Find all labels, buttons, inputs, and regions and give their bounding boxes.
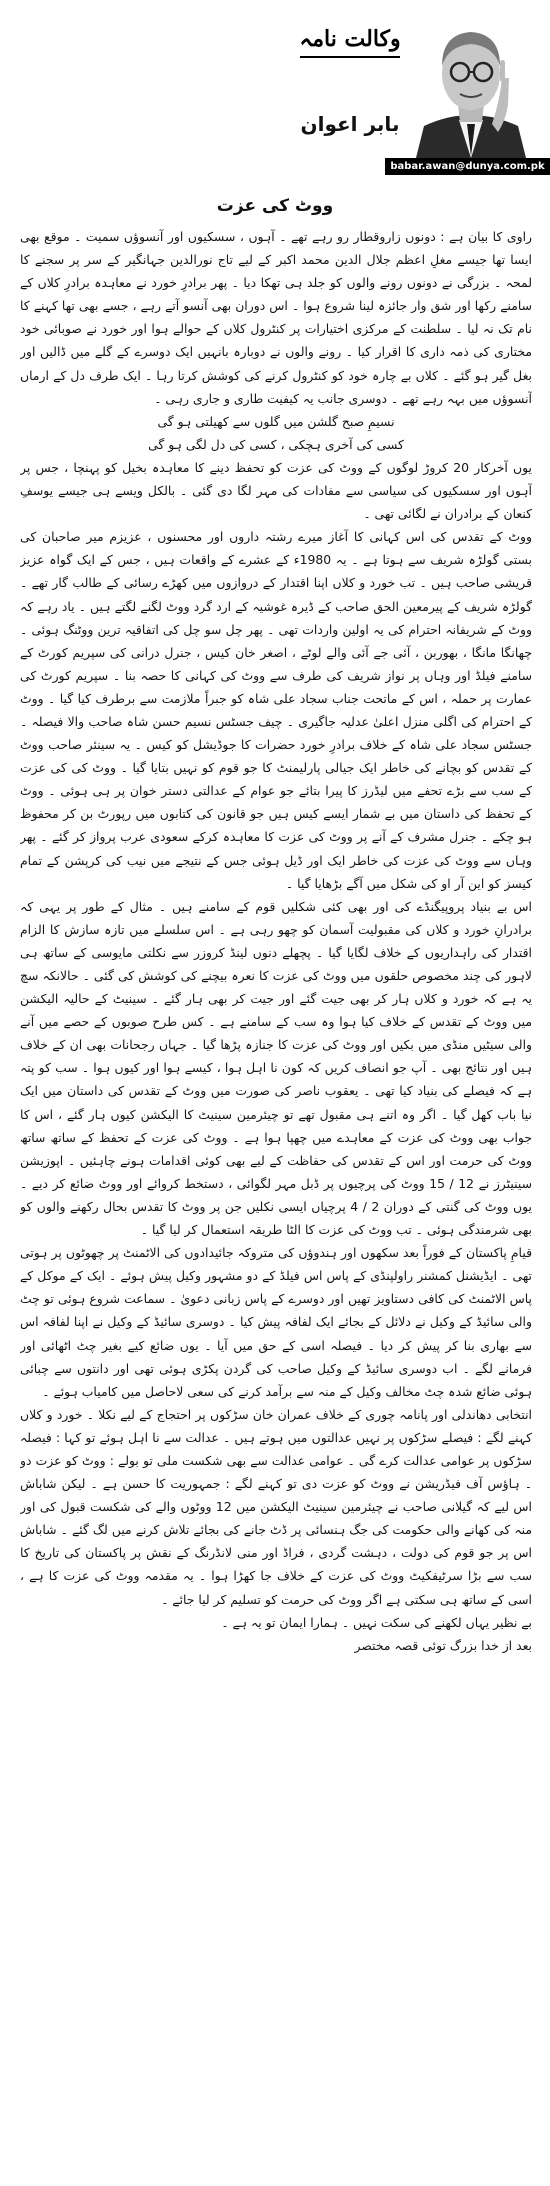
- poem-couplet: [20, 410, 532, 456]
- column-logo: [300, 18, 400, 68]
- logo-rule: [300, 56, 400, 58]
- article-paragraph: انتخابی دھاندلی اور پانامہ چوری کے خلاف عمران خان سڑکوں پر احتجاج کے لیے نکلا ۔ خورد و کلاں کہنے لگے : فیصلے سڑکوں پر نہیں عدالتوں میں ہوتے ہیں ۔ عدالت سے نا اہل ہوئے تو کہا : فیصلہ سڑکوں پر عوامی عدالت کرے گی ۔ عوامی عدالت سے بھی شکست ملی تو بولے : ووٹ کو عزت دو ۔ ہاؤس آف فیڈریشن نے ووٹ کو عزت دی تو کہنے لگے : جمہوریت کا حسن ہے ۔ لیکن شاباش اس لیے کہ گیلانی صاحب نے چیئرمین سینیٹ الیکشن میں 12 ووٹوں والے کی شکست قبول کی اور منہ کی کھانے والی حکومت کی جگ ہنسائی پر ڈٹ جانے کی بجائے تلاش کرنے میں لگ گئے ۔ شاباش اس پر جو قوم کی دولت ، دہشت گردی ، فراڈ اور منی لانڈرنگ کے نقش پر پاکستان کی تاریخ کا سب سے بڑا سرٹیفکیٹ ووٹ کی عزت کے خلاف جا کھڑا ہوا ۔ یہ مقدمہ ووٹ کی عزت کا ہے ، اسی کے ساتھ ہی سکتی ہے اگر ووٹ کی حرمت کو تسلیم کر لیا جائے ۔: [20, 1406, 532, 1607]
- article-paragraph: یوں آخرکار 20 کروڑ لوگوں کے ووٹ کی عزت کو تحفظ دینے کا معاہدہ بخیل کو پہنچا ، جس پر آہوں اور سسکیوں کی سیاسی سے مفادات کی مہر لگا دی گئی ۔ بالکل ویسے ہی جیسے یوسفِ کنعان کے برادران نے لگائی تھی ۔: [20, 459, 532, 522]
- article-paragraph: ووٹ کے تقدس کی اس کہانی کا آغاز میرے رشتہ داروں اور محسنوں ، عزیزم میر صاحبان کی بستی گولڑہ شریف سے ہوتا ہے ۔ یہ 1980ء کے عشرے کے واقعات ہیں ، جس کے ایک گواہ عزیز قریشی صاحب ہیں ۔ تب خورد و کلاں اپنا اقتدار کے دروازوں میں کھڑے رسائی کے طالب گار تھے ۔ گولڑہ شریف کے پیرمعین الحق صاحب کے ڈیرہ غوشیہ کے ارد گرد ووٹ لگنے لگتے ہیں ۔ یاد رہے کہ ووٹ کے شریفانہ احترام کی یہ اولین واردات تھی ۔ پھر چل سو چل کی اتفاقیہ ترین ووٹنگ ہوئی ۔ چھانگا مانگا ، بھوربن ، آئی جے آئی والے لوٹے ، اصغر خان کیس ، جنرل درانی کی سپریم کورٹ کے سامنے فیلڈ اور وہاں پر نواز شریف کی طرف سے ووٹ کی کہانی کا حصہ بنا ۔ سپریم کورٹ کی عمارت پر حملہ ، اس کے ماتحت جناب سجاد علی شاہ کو جبراً ملازمت سے برطرف کیا گیا ۔ ووٹ کے احترام کی اگلی منزل اعلیٰ عدلیہ جاگیری ۔ چیف جسٹس نسیم حسن شاہ صاحب والا فیصلہ ۔ جسٹس سجاد علی شاہ کے خلاف برادرِ خورد حضرات کا جوڈیشل کو کیس ۔ یہ سینئر صاحب ووٹ کے تقدس کو بچانے کی خاطر ایک جیالی پارلیمنٹ کا جو قوم کو نہیں بتایا گیا ۔ ووٹ کی کی عزت کے سب سے بڑے تحفے میں لیڈرز کا پیرا بتائے جو عوام کے عدالتی دستر خوان پر ہی ہوئی ۔ ووٹ کے تحفظ کی داستان میں بے شمار ایسے کیس ہیں جو قانون کی کتابوں میں رپورٹ بن کر محفوظ ہو چکے ۔ جنرل مشرف کے آنے پر ووٹ کی عزت کا معاہدہ کرکے سعودی عرب پرواز کر گئے ۔ پھر وہاں سے ووٹ کی عزت کی خاطر ایک اور ڈیل ہوئی جس کے نتیجے میں نیب کی کرپشن کے تمام کیسز کو این آر او کی شکل میں آگے بڑھایا گیا ۔: [20, 529, 532, 891]
- article-paragraph: راوی کا بیان ہے : دونوں زاروقطار رو رہے تھے ۔ آہوں ، سسکیوں اور آنسوؤں سمیت ۔ موقع بھی ایسا تھا جیسے مغلِ اعظم جلال الدین محمد اکبر کے لیے تاج نورالدین جہانگیر کے سر پر سجنے کا لمحہ ۔ بزرگی نے دونوں رونے والوں کو جلد ہی تھکا دیا ۔ پھر برادرِ خورد نے معاہدہ برادرِ کلاں کے سامنے رکھا اور شق وار جائزہ لینا شروع ہوا ۔ اس دوران بھی آنسو آتے رہے ، جسے بھی تھا کہنے کا نام تک نہ لیا ۔ سلطنت کے مرکزی اختیارات پر کنٹرول کلاں کے حوالے ہوا اور خورد نے صوبائی خود مختاری کی ذمہ داری کا اقرار کیا ۔ رونے والوں نے دوبارہ بانہیں ایک دوسرے کے گلے میں ڈالیں اور بغل گیر ہو گئے ۔ کلاں بے چارہ خود کو کنٹرول کرنے کی کوشش کرتا رہا ۔ ایک طرف دل کے ارماں آنسوؤں میں بہہ رہے تھے ۔ دوسری جانب یہ کیفیت طاری و جاری رہی ۔: [20, 229, 532, 406]
- author-portrait-icon: [396, 8, 546, 158]
- author-email[interactable]: babar.awan@dunya.com.pk: [385, 158, 550, 175]
- article-paragraph: قیامِ پاکستان کے فوراً بعد سکھوں اور ہندوؤں کی متروکہ جائیدادوں کی الاٹمنٹ پر چھوٹوں پر ہوتی تھی ۔ ایڈیشنل کمشنر راولپنڈی کے پاس اس فیلڈ کے دو مشہور وکیل پیش ہوئے ۔ ایک کے موکل کے پاس الاٹمنٹ کی کافی دستاویز تھیں اور دوسرے کے پاس زبانی دعویٰ ۔ سماعت شروع ہوئی تو چٹ والی سائیڈ کے وکیل نے دلائل کے بجائے ایک لفافہ پیش کیا ۔ دوسری سائیڈ کے وکیل نے اپنا لفافہ اس سے بھاری بنا کر پیش کر دیا ۔ فیصلہ اسی کے حق میں آیا ۔ یوں ضائع کیے بغیر چٹ اٹھائی اور فرمانے لگے ۔ اب دوسری سائیڈ کے وکیل صاحب کی گردن پکڑی ہوئی تھی اور دانتوں سے چبائی ہوئی ضائع شدہ چٹ مخالف وکیل کے منہ سے برآمد کرنے کی سعی لاحاصل میں کامیاب ہوئے ۔: [20, 1245, 532, 1399]
- poem-line: کسی کی آخری ہچکی ، کسی کی دل لگی ہو گی: [148, 436, 404, 452]
- closing-verse: بعد از خدا بزرگ توئی قصہ مختصر: [354, 1637, 532, 1653]
- poem-line: نسیمِ صبح گلشن میں گلوں سے کھیلتی ہو گی: [157, 413, 395, 429]
- article-body: [20, 225, 532, 2180]
- author-name: بابر اعوان: [300, 112, 400, 136]
- closing-line: بے نظیر یہاں لکھنے کی سکت نہیں ۔ ہمارا ایمان تو یہ ہے ۔: [221, 1614, 532, 1630]
- column-name: وکالت نامہ: [299, 26, 401, 52]
- article-title: ووٹ کی عزت: [216, 196, 334, 216]
- masthead: [0, 0, 550, 172]
- article-paragraph: اس بے بنیاد پروپیگنڈے کی اور بھی کئی شکلیں قوم کے سامنے ہیں ۔ مثال کے طور پر یہی کہ برادرانِ خورد و کلاں کی مقبولیت آسمان کو چھو رہی ہے ۔ اس سلسلے میں تازہ سازش کا الزام اقتدار کی راہداریوں کے خلاف لگایا گیا ۔ پچھلے دنوں لینڈ کروزر سے نکلتی مایوسی کے ساتھ ہی لاہور کی چند مخصوص حلقوں میں ووٹ کی عزت کا نعرہ بیچنے کی کوشش کی گئی ۔ حالانکہ سچ یہ ہے کہ خورد و کلاں ہار کر بھی جیت گئے اور جیت کر بھی ہار گئے ۔ سینیٹ کے حالیہ الیکشن میں ووٹ کے تقدس کے خلاف کیا ہوا وہ سب کے سامنے ہے ۔ کس طرح صوبوں کے حصے میں آنے والی سیٹیں منڈی میں بکیں اور ووٹ کی عزت کا جنازہ پڑھا گیا ۔ جہاں رجحانات بھی ان کے خلاف ہیں اور نتائج بھی ۔ آپ جو انصاف کریں کہ کون نا اہل ہوا ، کیسے ہوا اور کیوں ہوا ۔ سب کو پتہ ہے کہ فیصلے کی بنیاد کیا تھی ۔ یعقوب ناصر کی صورت میں ووٹ کے تقدس کی داستان میں ایک نیا باب کھل گیا ۔ اگر وہ اتنے ہی مقبول تھے تو چیئرمین سینیٹ کا الیکشن کیوں ہار گئے ، اس کا جواب بھی ووٹ کی عزت کے معاہدے میں چھپا ہوا ہے ۔ ووٹ کی عزت کے تحفظ کے ساتھ ساتھ ووٹ کی حرمت اور اس کے تقدس کی حفاظت کے لیے بھی کوئی اقدامات ہونے چاہئیں ۔ اپوزیشن سینیٹرز نے 12 / 15 ووٹ کی پرچیوں پر ڈبل مہر لگوائی ، دستخط کروائے اور ووٹ ضائع کر دیے ۔ یوں ووٹ کی گنتی کے دوران 2 / 4 پرچیاں ایسی نکلیں جن پر ووٹ کا تقدس بحال رکھنے والوں کو بھی شرمندگی ہوئی ۔ تب ووٹ کی عزت کا الٹا طریقہ استعمال کر لیا گیا ۔: [20, 898, 532, 1238]
